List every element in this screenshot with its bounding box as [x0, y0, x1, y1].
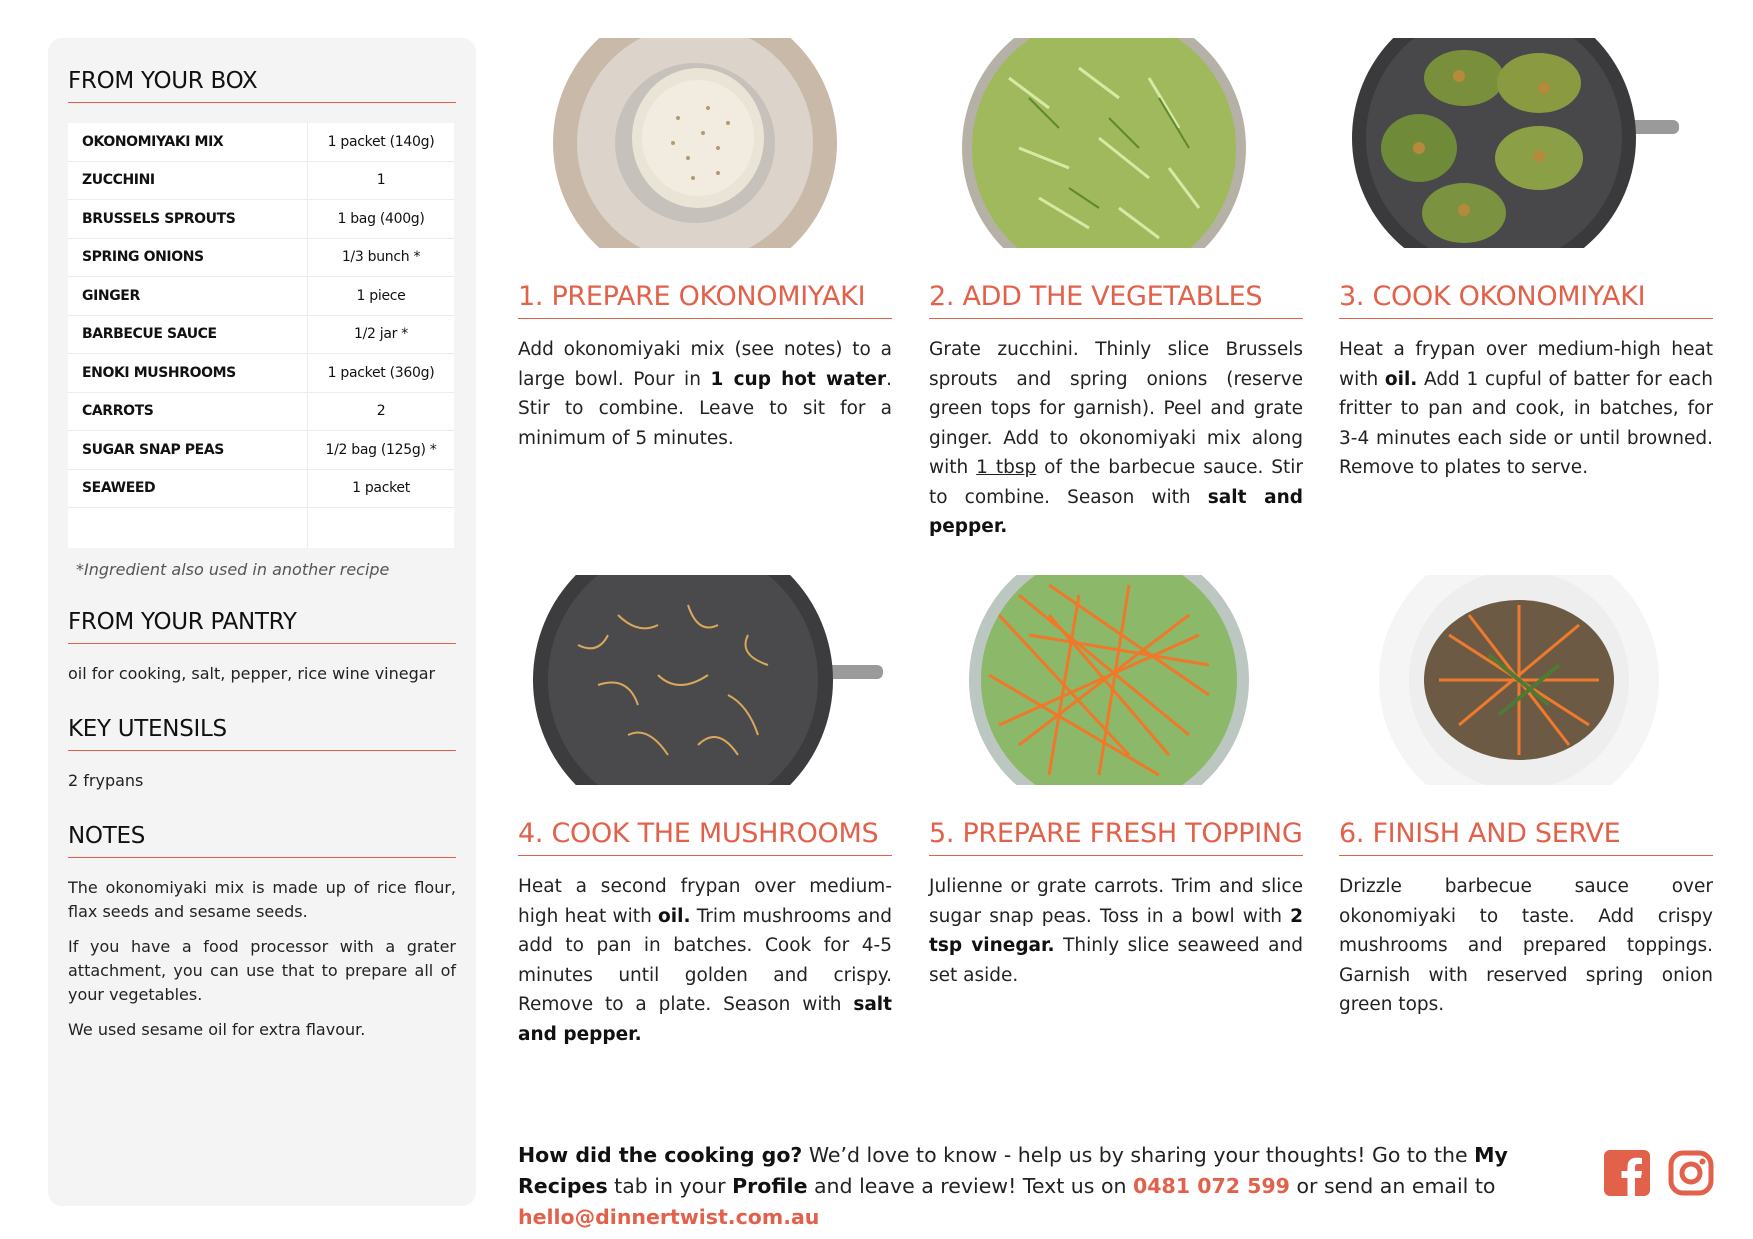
ingredient-qty: 1 piece	[356, 287, 406, 304]
notes-paragraph: We used sesame oil for extra flavour.	[68, 1020, 366, 1039]
email-link[interactable]: hello@dinnertwist.com.au	[518, 1205, 820, 1229]
notes-paragraph: If you have a food processor with a grater attachment, you can use that to prepare all of your vegetables.	[68, 937, 456, 1004]
instagram-icon[interactable]	[1668, 1150, 1714, 1196]
table-row	[68, 162, 454, 201]
ingredient-name: SPRING ONIONS	[68, 239, 308, 277]
pantry-section	[68, 609, 456, 686]
ingredient-qty: 1 packet (140g)	[327, 133, 435, 150]
notes-text	[68, 876, 456, 1042]
ingredient-footnote: *Ingredient also used in another recipe	[76, 560, 390, 579]
ingredient-qty: 1/2 jar *	[354, 326, 408, 343]
notes-heading: NOTES	[68, 823, 456, 858]
my-recipes-label: My Recipes	[518, 1143, 1508, 1198]
step-6-photo	[1339, 575, 1713, 785]
step-5-title: 5. PREPARE FRESH TOPPING	[929, 818, 1303, 856]
step-1-text: Add okonomiyaki mix (see notes) to a large bowl. Pour in 1 cup hot water. Stir to combine. Leave to sit for a minimum of 5 minutes.	[518, 339, 892, 449]
step-3-title: 3. COOK OKONOMIYAKI	[1339, 281, 1713, 319]
table-row-empty	[68, 508, 454, 548]
ingredient-name: CARROTS	[68, 393, 308, 431]
footer-question: How did the cooking go?	[518, 1143, 803, 1167]
step-4	[518, 575, 892, 1049]
step-1-title: 1. PREPARE OKONOMIYAKI	[518, 281, 892, 319]
from-box-heading: FROM YOUR BOX	[68, 68, 456, 103]
ingredient-qty: 1 bag (400g)	[337, 210, 425, 227]
pantry-heading: FROM YOUR PANTRY	[68, 609, 456, 644]
ingredient-qty: 1 packet (360g)	[327, 364, 435, 381]
table-row	[68, 239, 454, 278]
footer-review-text: How did the cooking go? We’d love to know - help us by sharing your thoughts! Go to the My Recipes tab in your Profile and leave a review! Text us on 0481 072 599 or send an email to hello@dinnertwist.com.au	[518, 1143, 1508, 1229]
ingredient-name: GINGER	[68, 277, 308, 315]
ingredients-table	[68, 123, 454, 548]
table-row	[68, 470, 454, 509]
pantry-text: oil for cooking, salt, pepper, rice wine vinegar	[68, 664, 436, 683]
facebook-icon[interactable]	[1604, 1150, 1650, 1196]
step-6	[1339, 575, 1713, 1020]
step-5-text: Julienne or grate carrots. Trim and slice sugar snap peas. Toss in a bowl with 2 tsp vinegar. Thinly slice seaweed and set aside.	[929, 876, 1303, 986]
ingredient-name: BARBECUE SAUCE	[68, 316, 308, 354]
ingredient-qty: 1	[376, 172, 386, 189]
utensils-heading: KEY UTENSILS	[68, 716, 456, 751]
ingredients-sidebar	[48, 38, 476, 1206]
ingredient-name-empty	[68, 508, 308, 548]
ingredient-name: ZUCCHINI	[68, 162, 308, 200]
table-row	[68, 123, 454, 162]
step-2-photo	[929, 38, 1303, 248]
ingredient-name: OKONOMIYAKI MIX	[68, 123, 308, 161]
step-2-text: Grate zucchini. Thinly slice Brussels sprouts and spring onions (reserve green tops for garnish). Peel and grate ginger. Add to okonomiyaki mix along with 1 tbsp of the barbecue sauce. Stir to combine. Season with salt and pepper.	[929, 339, 1304, 537]
step-4-photo	[518, 575, 892, 785]
step-4-title: 4. COOK THE MUSHROOMS	[518, 818, 892, 856]
step-5	[929, 575, 1303, 990]
utensils-text: 2 frypans	[68, 771, 144, 790]
step-6-title: 6. FINISH AND SERVE	[1339, 818, 1713, 856]
table-row	[68, 277, 454, 316]
step-1-photo	[518, 38, 892, 248]
utensils-section	[68, 716, 456, 793]
table-row	[68, 200, 454, 239]
ingredient-name: SEAWEED	[68, 470, 308, 508]
step-4-text: Heat a second frypan over medium-high heat with oil. Trim mushrooms and add to pan in batches. Cook for 4-5 minutes until golden and crispy. Remove to a plate. Season with salt and pepper.	[518, 876, 892, 1045]
step-3-text: Heat a frypan over medium-high heat with oil. Add 1 cupful of batter for each fritter to pan and cook, in batches, for 3-4 minutes each side or until browned. Remove to plates to serve.	[1339, 339, 1713, 478]
phone-link[interactable]: 0481 072 599	[1133, 1174, 1290, 1198]
notes-paragraph: The okonomiyaki mix is made up of rice flour, flax seeds and sesame seeds.	[68, 878, 456, 921]
step-6-text: Drizzle barbecue sauce over okonomiyaki to taste. Add crispy mushrooms and prepared toppings. Garnish with reserved spring onion green tops.	[1339, 876, 1713, 1015]
step-1	[518, 38, 892, 453]
step-2-title: 2. ADD THE VEGETABLES	[929, 281, 1303, 319]
ingredient-qty: 1/2 bag (125g) *	[325, 441, 437, 458]
table-row	[68, 393, 454, 432]
step-3-photo	[1339, 38, 1713, 248]
table-row	[68, 431, 454, 470]
ingredient-name: BRUSSELS SPROUTS	[68, 200, 308, 238]
ingredient-qty: 1 packet	[352, 480, 410, 497]
ingredient-name: ENOKI MUSHROOMS	[68, 354, 308, 392]
profile-label: Profile	[732, 1174, 808, 1198]
table-row	[68, 354, 454, 393]
step-2	[929, 38, 1303, 542]
ingredient-name: SUGAR SNAP PEAS	[68, 431, 308, 469]
table-row	[68, 316, 454, 355]
notes-section	[68, 823, 456, 1042]
step-3	[1339, 38, 1713, 483]
ingredient-qty: 2	[376, 403, 386, 420]
step-5-photo	[929, 575, 1303, 785]
ingredient-qty: 1/3 bunch *	[341, 249, 421, 266]
